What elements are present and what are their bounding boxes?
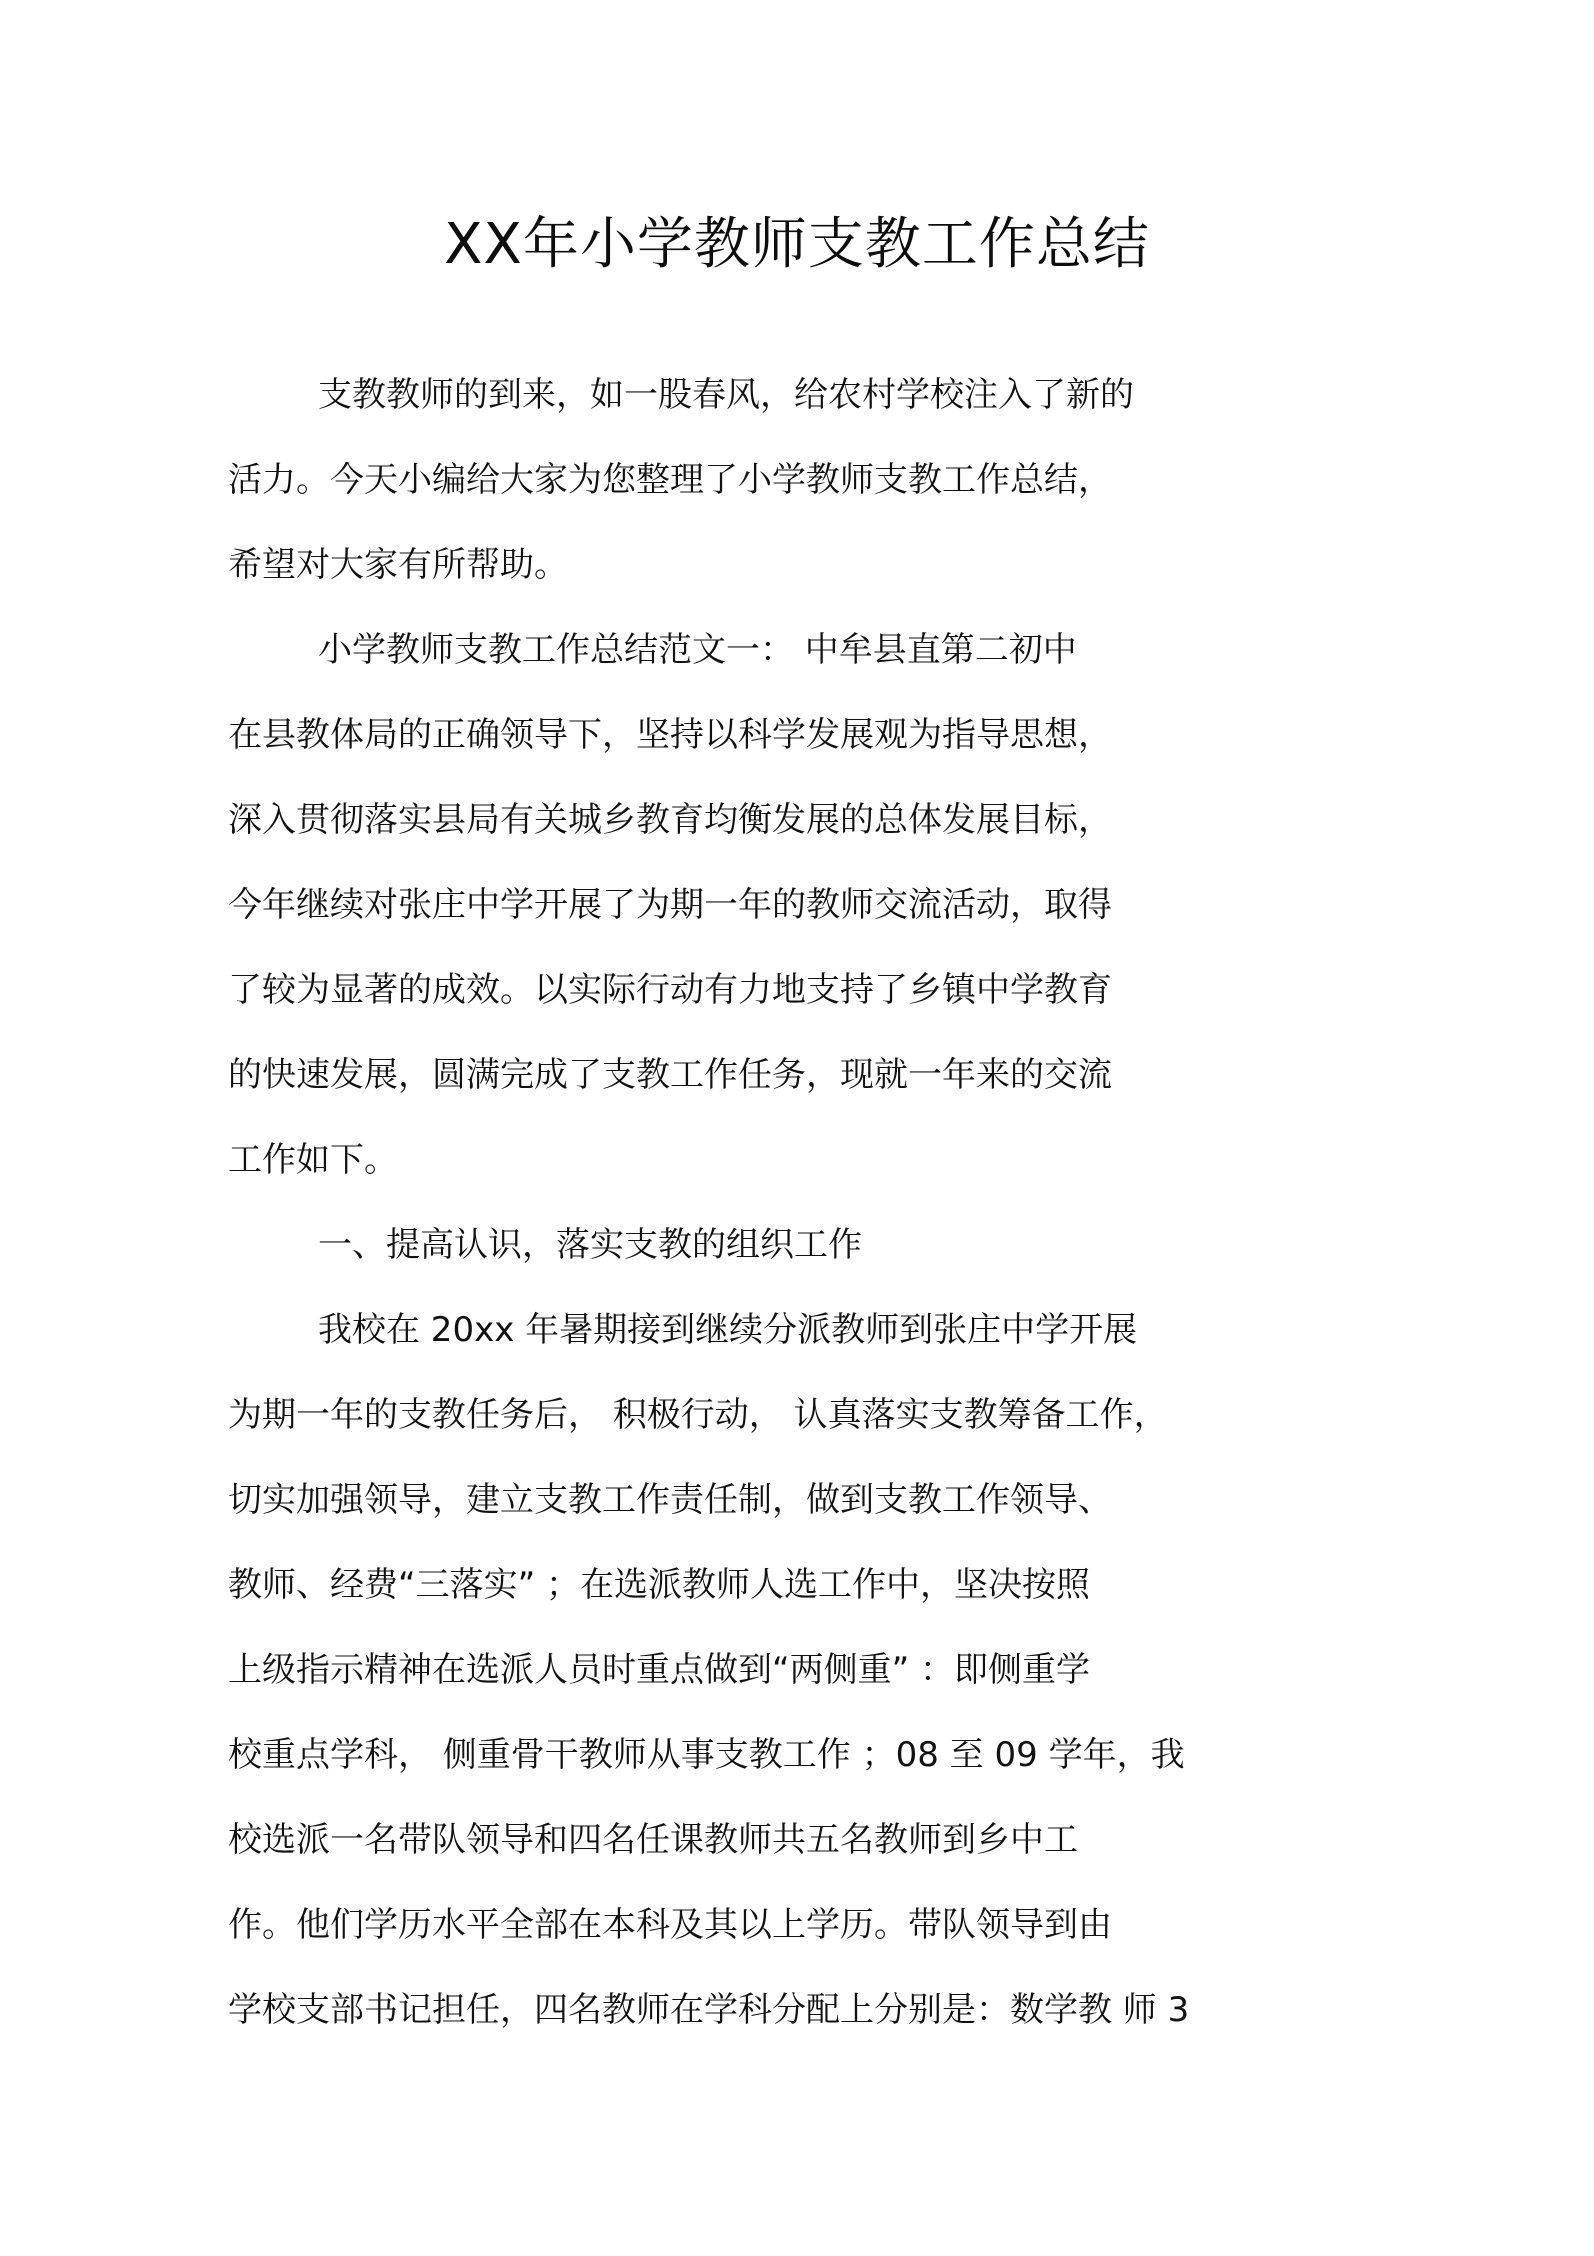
paragraph-line: 希望对大家有所帮助。 [228, 545, 568, 585]
paragraph-line: 支教教师的到来，如一股春风，给农村学校注入了新的 [318, 375, 1134, 415]
paragraph-line: 在县教体局的正确领导下，坚持以科学发展观为指导思想， [228, 715, 1112, 755]
paragraph-line: 我校在 20xx 年暑期接到继续分派教师到张庄中学开展 [318, 1310, 1138, 1350]
paragraph-line: 为期一年的支教任务后， 积极行动， 认真落实支教筹备工作， [228, 1395, 1168, 1435]
paragraph-line: 小学教师支教工作总结范文一： 中牟县直第二初中 [318, 630, 1077, 670]
paragraph-line: 上级指示精神在选派人员时重点做到“两侧重” ：即侧重学 [228, 1650, 1091, 1690]
paragraph-line: 今年继续对张庄中学开展了为期一年的教师交流活动，取得 [228, 885, 1112, 925]
paragraph-line: 校重点学科， 侧重骨干教师从事支教工作 ；08 至 09 学年，我 [228, 1735, 1185, 1775]
paragraph-line: 的快速发展，圆满完成了支教工作任务，现就一年来的交流 [228, 1055, 1112, 1095]
paragraph-line: 教师、经费“三落实” ；在选派教师人选工作中，坚决按照 [228, 1565, 1091, 1605]
paragraph-line: 作。他们学历水平全部在本科及其以上学历。带队领导到由 [228, 1905, 1112, 1945]
paragraph-line: 切实加强领导，建立支教工作责任制，做到支教工作领导、 [228, 1480, 1112, 1520]
paragraph-line: 校选派一名带队领导和四名任课教师共五名教师到乡中工 [228, 1820, 1078, 1860]
paragraph-line: 深入贯彻落实县局有关城乡教育均衡发展的总体发展目标， [228, 800, 1112, 840]
paragraph-line: 学校支部书记担任，四名教师在学科分配上分别是：数学教 师 3 [228, 1990, 1190, 2030]
paragraph-line: 了较为显著的成效。以实际行动有力地支持了乡镇中学教育 [228, 970, 1112, 1010]
document-title: XX年小学教师支教工作总结 [444, 212, 1150, 277]
paragraph-line: 工作如下。 [228, 1140, 398, 1180]
paragraph-line: 活力。今天小编给大家为您整理了小学教师支教工作总结， [228, 460, 1112, 500]
section-heading: 一、提高认识，落实支教的组织工作 [318, 1225, 862, 1265]
